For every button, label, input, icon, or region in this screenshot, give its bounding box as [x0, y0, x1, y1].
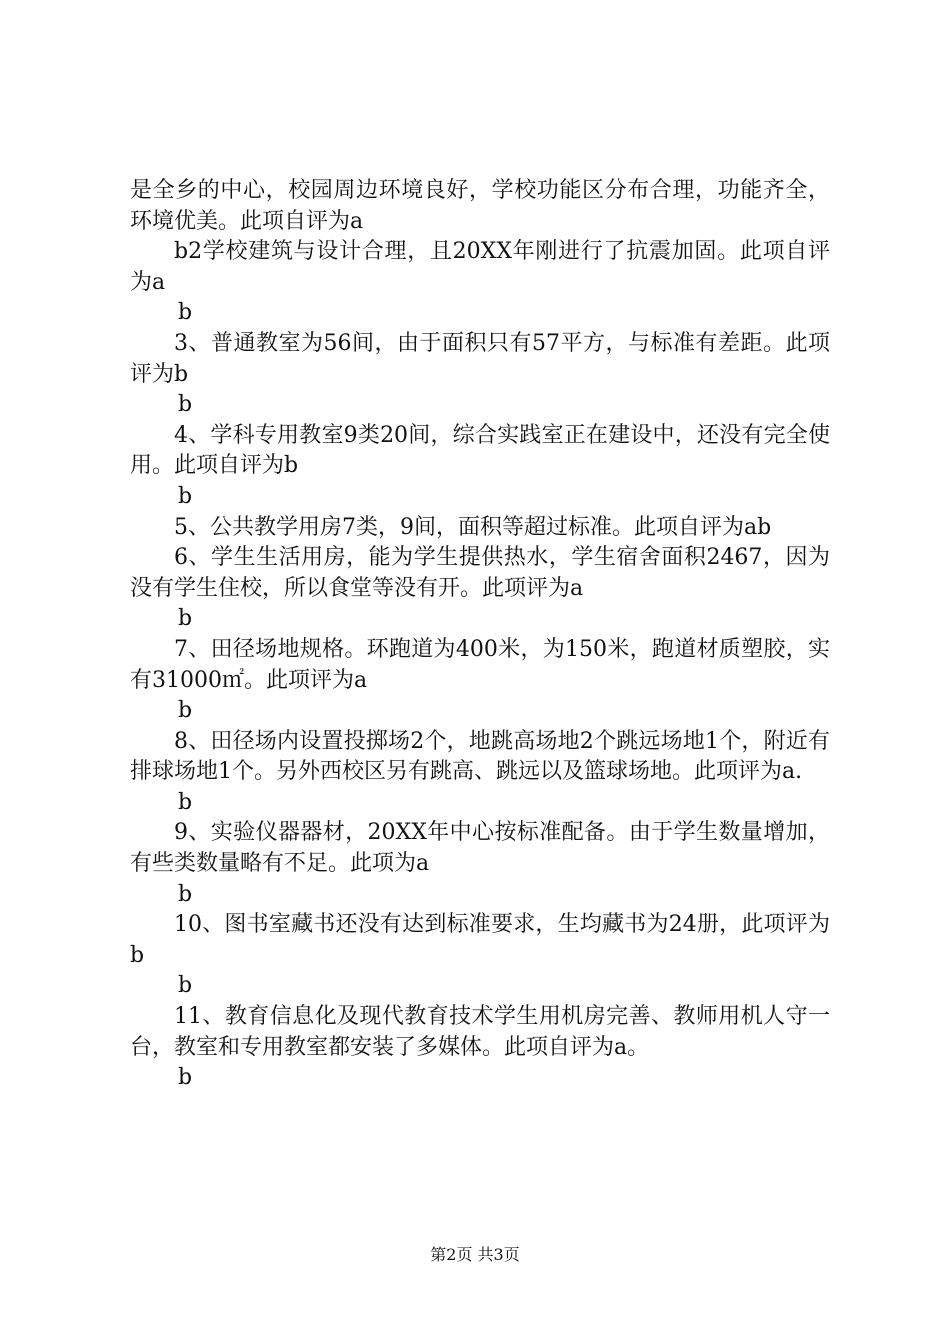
paragraph: 7、田径场地规格。环跑道为400米，为150米，跑道材质塑胶，实有31000㎡。此项评为a [130, 636, 830, 693]
page-number-footer: 第2页 共3页 [430, 1245, 520, 1264]
paragraph: b2学校建筑与设计合理，且20XX年刚进行了抗震加固。此项自评为a [130, 239, 830, 295]
rating-line: b [178, 973, 193, 999]
rating-line: b [178, 300, 193, 326]
rating-line: b [178, 606, 193, 632]
rating-line: b [178, 698, 193, 724]
rating-line: b [178, 881, 193, 907]
rating-line: b [178, 483, 193, 509]
paragraph: 6、学生生活用房，能为学生提供热水，学生宿舍面积2467，因为没有学生住校，所以食堂等没有开。此项评为a [130, 545, 830, 601]
paragraph: 是全乡的中心，校园周边环境良好，学校功能区分布合理，功能齐全，环境优美。此项自评为a [130, 178, 830, 234]
rating-line: b [178, 1065, 193, 1091]
rating-line: b [178, 392, 193, 418]
paragraph: 5、公共教学用房7类，9间，面积等超过标准。此项自评为ab [174, 514, 772, 540]
rating-line: b [178, 789, 193, 815]
document-body [130, 176, 830, 1094]
paragraph: 9、实验仪器器材，20XX年中心按标准配备。由于学生数量增加，有些类数量略有不足。此项为a [130, 820, 830, 877]
paragraph: 11、教育信息化及现代教育技术学生用机房完善、教师用机人守一台，教室和专用教室都安装了多媒体。此项自评为a。 [130, 1004, 830, 1060]
paragraph: 8、田径场内设置投掷场2个，地跳高场地2个跳远场地1个，附近有排球场地1个。另外西校区另有跳高、跳远以及篮球场地。此项评为a. [130, 728, 830, 785]
paragraph: 3、普通教室为56间，由于面积只有57平方，与标准有差距。此项评为b [130, 330, 830, 387]
paragraph: 10、图书室藏书还没有达到标准要求，生均藏书为24册，此项评为b [130, 912, 830, 968]
paragraph: 4、学科专用教室9类20间，综合实践室正在建设中，还没有完全使用。此项自评为b [130, 422, 830, 479]
